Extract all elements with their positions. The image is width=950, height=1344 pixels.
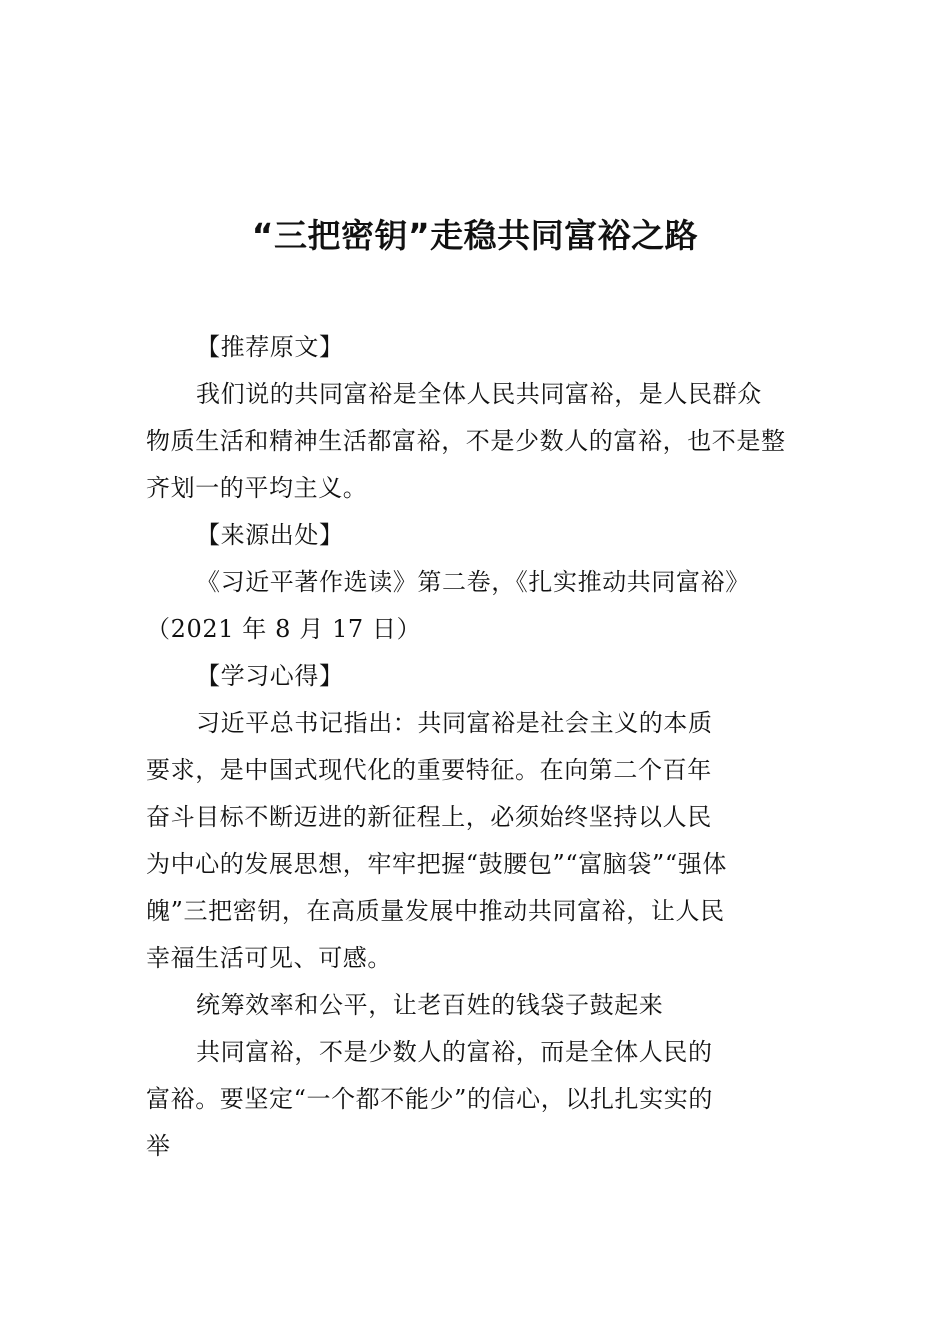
source-paragraph: 《习近平著作选读》第二卷，《扎实推动共同富裕》（2021 年 8 月 17 日） [146,568,750,643]
study-notes-paragraph-1: 习近平总书记指出：共同富裕是社会主义的本质要求，是中国式现代化的重要特征。在向第二个百年奋斗目标不断迈进的新征程上，必须始终坚持以人民为中心的发展思想，牢牢把握“鼓腰包”“富脑袋”“强体魄”三把密钥，在高质量发展中推动共同富裕，让人民幸福生活可见、可感。 [146,709,727,972]
section-heading-recommended-text: 【推荐原文】 [196,333,344,361]
study-notes-paragraph-2: 共同富裕，不是少数人的富裕，而是全体人民的富裕。要坚定“一个都不能少”的信心，以扎扎实实的举 [146,1038,713,1160]
document-title: “三把密钥”走稳共同富裕之路 [251,216,699,255]
document-body [146,324,786,1170]
recommended-text-paragraph: 我们说的共同富裕是全体人民共同富裕，是人民群众物质生活和精神生活都富裕，不是少数人的富裕，也不是整齐划一的平均主义。 [146,380,786,502]
study-notes-subheading: 统筹效率和公平，让老百姓的钱袋子鼓起来 [196,991,664,1019]
section-heading-study-notes: 【学习心得】 [196,662,344,690]
section-heading-source: 【来源出处】 [196,521,344,549]
